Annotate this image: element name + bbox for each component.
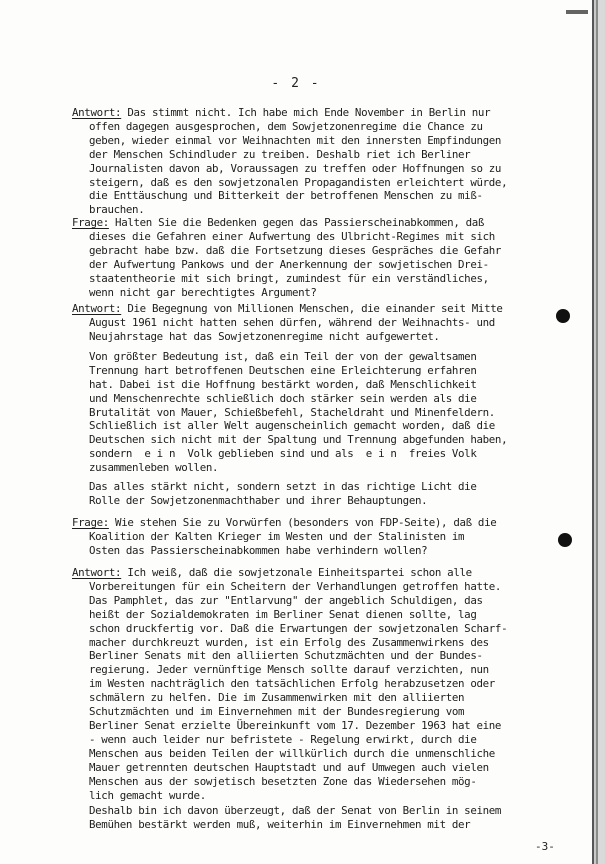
text-line: schmälern zu helfen. Die im Zusammenwirken mit den alliierten [89, 691, 465, 705]
text-line: Mauer getrennten deutschen Hauptstadt und auf Umwegen auch vielen [89, 760, 489, 774]
text-line: Schließlich ist aller Welt augenscheinlich gemacht worden, daß die [89, 419, 495, 432]
punch-hole [556, 309, 570, 323]
text-line: Von größter Bedeutung ist, daß ein Teil der von der gewaltsamen [89, 350, 477, 363]
text-line: Deutschen sich nicht mit der Spaltung und Trennung abgefunden haben, [89, 432, 508, 446]
text-line: und Menschenrechte schließlich doch stärker sein werden als die [89, 391, 477, 405]
text-line: Berliner Senat erzielte Übereinkunft vom 17. Dezember 1963 hat eine [89, 718, 502, 732]
page-number: - 2 - [271, 76, 321, 91]
text-line: geben, wieder einmal vor Weihnachten mit den innersten Empfindungen [89, 133, 502, 147]
text-line: regierung. Jeder vernünftige Mensch sollte darauf verzichten, nun [89, 663, 489, 677]
text-line: hat. Dabei ist die Hoffnung bestärkt worden, daß Menschlichkeit [89, 377, 477, 391]
answer-block-1 [72, 106, 592, 217]
text-line: Das alles stärkt nicht, sondern setzt in das richtige Licht die [89, 480, 477, 493]
text-line: Das Pamphlet, das zur "Entlarvung" der angeblich Schuldigen, das [89, 593, 483, 607]
text-line: - wenn auch leider nur befristete - Regelung erwirkt, durch die [89, 732, 477, 746]
text-line: staatentheorie mit sich bringt, zumindest für ein verständliches, [89, 271, 489, 285]
question-block-1 [72, 216, 592, 299]
text-line: steigern, daß es den sowjetzonalen Propagandisten erleichtert würde, [89, 175, 508, 189]
answer-label: Antwort: [72, 106, 122, 119]
text-line: Das stimmt nicht. Ich habe mich Ende November in Berlin nur [121, 106, 491, 119]
text-line: Journalisten davon ab, Voraussagen zu treffen oder Hoffnungen so zu [89, 161, 502, 175]
text-line: lich gemacht wurde. [89, 788, 206, 802]
answer-block-3 [72, 566, 592, 802]
question-label: Frage: [72, 216, 109, 229]
answer-label: Antwort: [72, 302, 122, 315]
text-line: Deshalb bin ich davon überzeugt, daß der Senat von Berlin in seinem [89, 804, 502, 817]
text-line: gebracht habe bzw. daß die Fortsetzung dieses Gespräches die Gefahr [89, 243, 502, 257]
text-line: heißt der Sozialdemokraten im Berliner Senat dienen sollte, lag [89, 607, 477, 621]
text-line: Brutalität von Mauer, Schießbefehl, Stacheldraht und Minenfeldern. [89, 405, 495, 419]
text-line: August 1961 nicht hatten sehen dürfen, während der Weihnachts- und [89, 315, 495, 329]
text-line: Rolle der Sowjetzonenmachthaber und ihrer Behauptungen. [89, 493, 428, 507]
text-line: der Menschen Schindluder zu treiben. Deshalb riet ich Berliner [89, 147, 471, 161]
answer-block-2 [72, 302, 592, 344]
text-line: Wie stehen Sie zu Vorwürfen (besonders von FDP-Seite), daß die [108, 516, 497, 529]
paragraph-block [72, 480, 592, 508]
text-line: Osten das Passierscheinabkommen habe verhindern wollen? [89, 543, 428, 557]
paragraph-block [72, 804, 592, 832]
text-line: dieses die Gefahren einer Aufwertung des Ulbricht-Regimes mit sich [89, 229, 495, 243]
text-line: Bemühen bestärkt werden muß, weiterhin im Einvernehmen mit der [89, 817, 471, 831]
text-line: die Enttäuschung und Bitterkeit der betroffenen Menschen zu miß- [89, 189, 483, 203]
text-line: schon druckfertig vor. Daß die Erwartungen der sowjetzonalen Scharf- [89, 621, 508, 635]
text-line: Koalition der Kalten Krieger im Westen und der Stalinisten im [89, 529, 465, 543]
text-line: Vorbereitungen für ein Scheitern der Verhandlungen getroffen hatte. [89, 579, 502, 593]
text-line: zusammenleben wollen. [89, 460, 219, 474]
page-edge [596, 0, 598, 864]
text-line: Neujahrstage hat das Sowjetzonenregime nicht aufgewertet. [89, 329, 440, 343]
text-line: macher durchkreuzt wurden, ist ein Erfolg des Zusammenwirkens des [89, 635, 489, 649]
next-page-marker: -3- [535, 840, 555, 853]
text-line: sondern e i n Volk geblieben sind und als e i n freies Volk [89, 446, 477, 460]
punch-hole [558, 533, 572, 547]
text-line: im Westen nachträglich den tatsächlichen Erfolg herabzusetzen oder [89, 677, 495, 691]
answer-label: Antwort: [72, 566, 122, 579]
question-label: Frage: [72, 516, 109, 529]
text-line: Ich weiß, daß die sowjetzonale Einheitspartei schon alle [121, 566, 472, 579]
text-line: Halten Sie die Bedenken gegen das Passierscheinabkommen, daß [108, 216, 485, 229]
paragraph-block [72, 350, 592, 420]
text-line: Berliner Senats mit den alliierten Schutzmächten und der Bundes- [89, 649, 483, 663]
text-line: Trennung hart betroffenen Deutschen eine Erleichterung erfahren [89, 363, 477, 377]
text-line: wenn nicht gar berechtigtes Argument? [89, 285, 317, 299]
scan-mark [566, 10, 588, 14]
text-line: offen dagegen ausgesprochen, dem Sowjetzonenregime die Chance zu [89, 119, 483, 133]
text-line: Die Begegnung von Millionen Menschen, die einander seit Mitte [121, 302, 503, 315]
text-line: Schutzmächten und im Einvernehmen mit der Bundesregierung vom [89, 705, 465, 719]
question-block-2 [72, 516, 592, 558]
text-line: Menschen aus der sowjetisch besetzten Zone das Wiedersehen mög- [89, 774, 477, 788]
text-line: der Aufwertung Pankows und der Anerkennung der sowjetischen Drei- [89, 257, 489, 271]
paragraph-block [72, 419, 592, 475]
text-line: Menschen aus beiden Teilen der willkürlich durch die unmenschliche [89, 746, 495, 760]
text-line: brauchen. [89, 203, 145, 217]
